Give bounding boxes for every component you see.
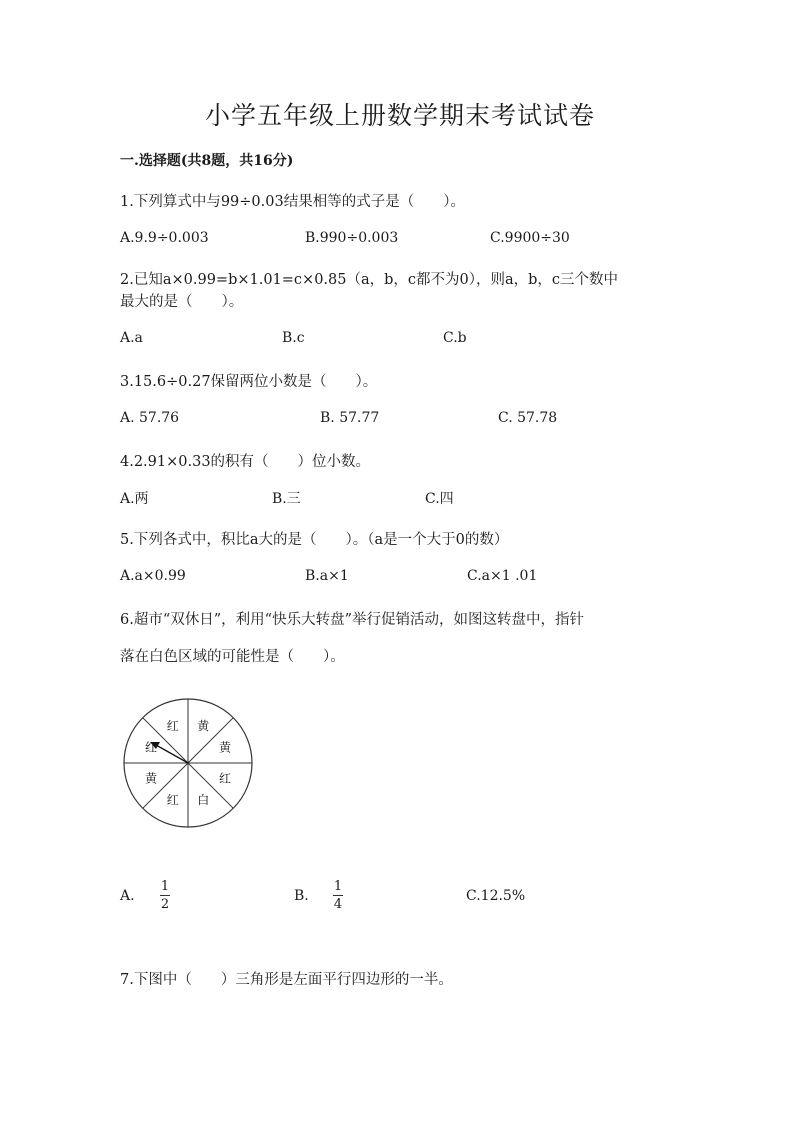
question-1-option-b: B.990÷0.003 xyxy=(305,230,399,246)
question-6-option-c: C.12.5% xyxy=(466,888,526,904)
question-6-option-a-fraction xyxy=(160,880,170,911)
question-3-option-a: A. 57.76 xyxy=(120,410,180,426)
question-5-option-a: A.a×0.99 xyxy=(120,568,186,584)
question-2-option-c: C.b xyxy=(443,330,467,346)
question-5-option-b: B.a×1 xyxy=(305,568,349,584)
question-7-stem: 7.下图中（ ）三角形是左面平行四边形的一半。 xyxy=(120,972,453,988)
question-2-option-a: A.a xyxy=(120,330,143,346)
spinner-sector-label: 白 xyxy=(197,793,210,807)
question-2-stem-line1: 2.已知a×0.99=b×1.01=c×0.85（a，b，c都不为0），则a，b，c三个数中 xyxy=(120,272,619,288)
question-4-option-c: C.四 xyxy=(425,491,454,507)
question-5-option-c: C.a×1 .01 xyxy=(467,568,538,584)
question-3-option-c: C. 57.78 xyxy=(498,410,558,426)
fraction-numerator: 1 xyxy=(160,879,170,894)
question-6-option-b-fraction xyxy=(333,880,343,911)
question-1-stem: 1.下列算式中与99÷0.03结果相等的式子是（ ）。 xyxy=(120,194,465,210)
fraction-bar xyxy=(333,895,343,896)
fraction-numerator: 1 xyxy=(333,879,343,894)
spinner-sector-label: 红 xyxy=(218,771,232,786)
question-3-option-b: B. 57.77 xyxy=(320,410,380,426)
spinner-sector-label: 黄 xyxy=(218,740,232,755)
question-4-option-b: B.三 xyxy=(272,491,301,507)
section-heading: 一.选择题(共8题，共16分) xyxy=(120,153,294,169)
spinner-sector-label: 红 xyxy=(166,719,179,733)
question-4-stem: 4.2.91×0.33的积有（ ）位小数。 xyxy=(120,454,371,470)
page-title: 小学五年级上册数学期末考试试卷 xyxy=(204,101,595,130)
question-5-stem: 5.下列各式中，积比a大的是（ ）。（a是一个大于0的数） xyxy=(120,532,509,548)
question-6-stem-line1: 6.超市“双休日”，利用“快乐大转盘”举行促销活动，如图这转盘中，指针 xyxy=(120,612,584,628)
question-2-stem-line2: 最大的是（ ）。 xyxy=(120,294,244,310)
question-3-stem: 3.15.6÷0.27保留两位小数是（ ）。 xyxy=(120,374,378,390)
spinner-sector-label: 黄 xyxy=(144,771,158,786)
fraction-denominator: 2 xyxy=(160,897,170,912)
spinner-sector-label: 红 xyxy=(144,740,158,755)
spinner-figure xyxy=(118,695,258,835)
fraction-denominator: 4 xyxy=(333,897,343,912)
spinner-sector-label: 黄 xyxy=(197,719,210,733)
spinner-sector-label: 红 xyxy=(166,793,179,807)
question-6-option-b-prefix: B. xyxy=(294,888,309,904)
question-6-stem-line2: 落在白色区域的可能性是（ ）。 xyxy=(120,649,345,665)
fraction-bar xyxy=(160,895,170,896)
question-2-option-b: B.c xyxy=(282,330,305,346)
question-6-option-a-prefix: A. xyxy=(120,888,135,904)
question-4-option-a: A.两 xyxy=(120,491,149,507)
question-1-option-a: A.9.9÷0.003 xyxy=(120,230,209,246)
question-1-option-c: C.9900÷30 xyxy=(490,230,570,246)
